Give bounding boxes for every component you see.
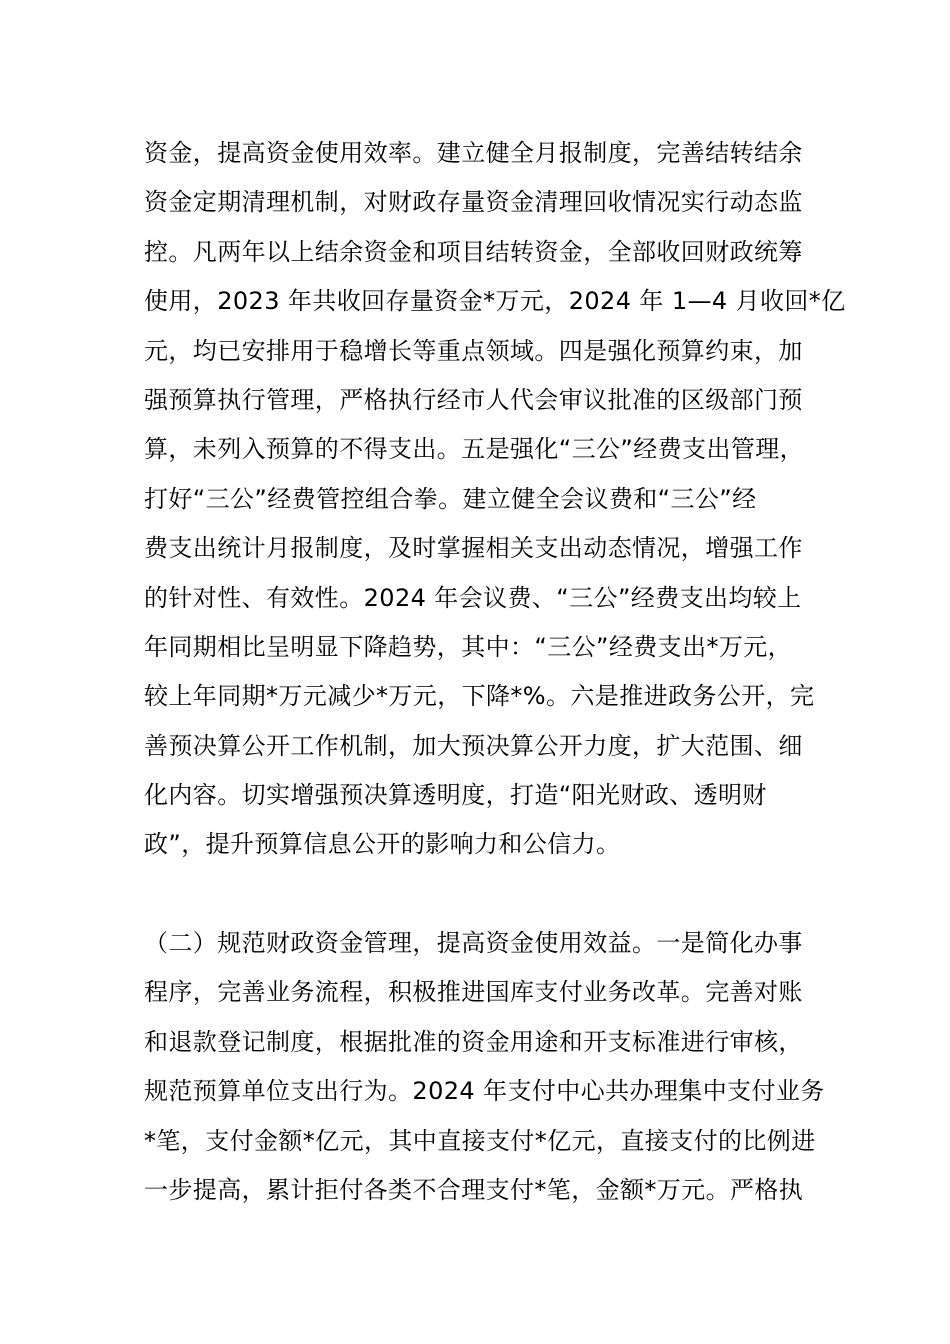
text-line: 年同期相比呈明显下降趋势，其中：“三公”经费支出*万元， bbox=[144, 632, 793, 661]
text-line: （二）规范财政资金管理，提高资金使用效益。一是简化办事 bbox=[144, 929, 803, 957]
text-line: 算，未列入预算的不得支出。五是强化“三公”经费支出管理， bbox=[144, 435, 805, 464]
paragraph-budget-management bbox=[144, 129, 846, 870]
paragraph-fund-management bbox=[144, 919, 824, 1215]
text-line: 使用，2023 年共收回存量资金*万元，2024 年 1—4 月收回*亿 bbox=[144, 287, 846, 316]
text-line: 费支出统计月报制度，及时掌握相关支出动态情况，增强工作 bbox=[144, 534, 803, 563]
text-line: 程序，完善业务流程，积极推进国库支付业务改革。完善对账 bbox=[144, 978, 803, 1007]
text-line: 控。凡两年以上结余资金和项目结转资金，全部收回财政统筹 bbox=[144, 237, 803, 266]
text-line: 政”，提升预算信息公开的影响力和公信力。 bbox=[144, 830, 621, 859]
text-line: 和退款登记制度，根据批准的资金用途和开支标准进行审核， bbox=[144, 1027, 803, 1056]
text-line: 的针对性、有效性。2024 年会议费、“三公”经费支出均较上 bbox=[144, 583, 802, 612]
text-line: 善预决算公开工作机制，加大预决算公开力度，扩大范围、细 bbox=[144, 731, 803, 760]
text-line: 元，均已安排用于稳增长等重点领域。四是强化预算约束，加 bbox=[144, 336, 803, 365]
text-line: 打好“三公”经费管控组合拳。建立健全会议费和“三公”经 bbox=[144, 484, 757, 513]
text-line: 强预算执行管理，严格执行经市人代会审议批准的区级部门预 bbox=[144, 385, 803, 414]
text-line: *笔，支付金额*亿元，其中直接支付*亿元，直接支付的比例进 bbox=[144, 1126, 816, 1155]
text-line: 较上年同期*万元减少*万元，下降*%。六是推进政务公开，完 bbox=[144, 682, 815, 711]
text-line: 资金，提高资金使用效率。建立健全月报制度，完善结转结余 bbox=[144, 139, 803, 167]
text-line: 规范预算单位支出行为。2024 年支付中心共办理集中支付业务 bbox=[144, 1077, 825, 1106]
text-line: 一步提高，累计拒付各类不合理支付*笔，金额*万元。严格执 bbox=[144, 1175, 804, 1204]
text-line: 资金定期清理机制，对财政存量资金清理回收情况实行动态监 bbox=[144, 188, 803, 217]
text-line: 化内容。切实增强预决算透明度，打造“阳光财政、透明财 bbox=[144, 781, 767, 810]
